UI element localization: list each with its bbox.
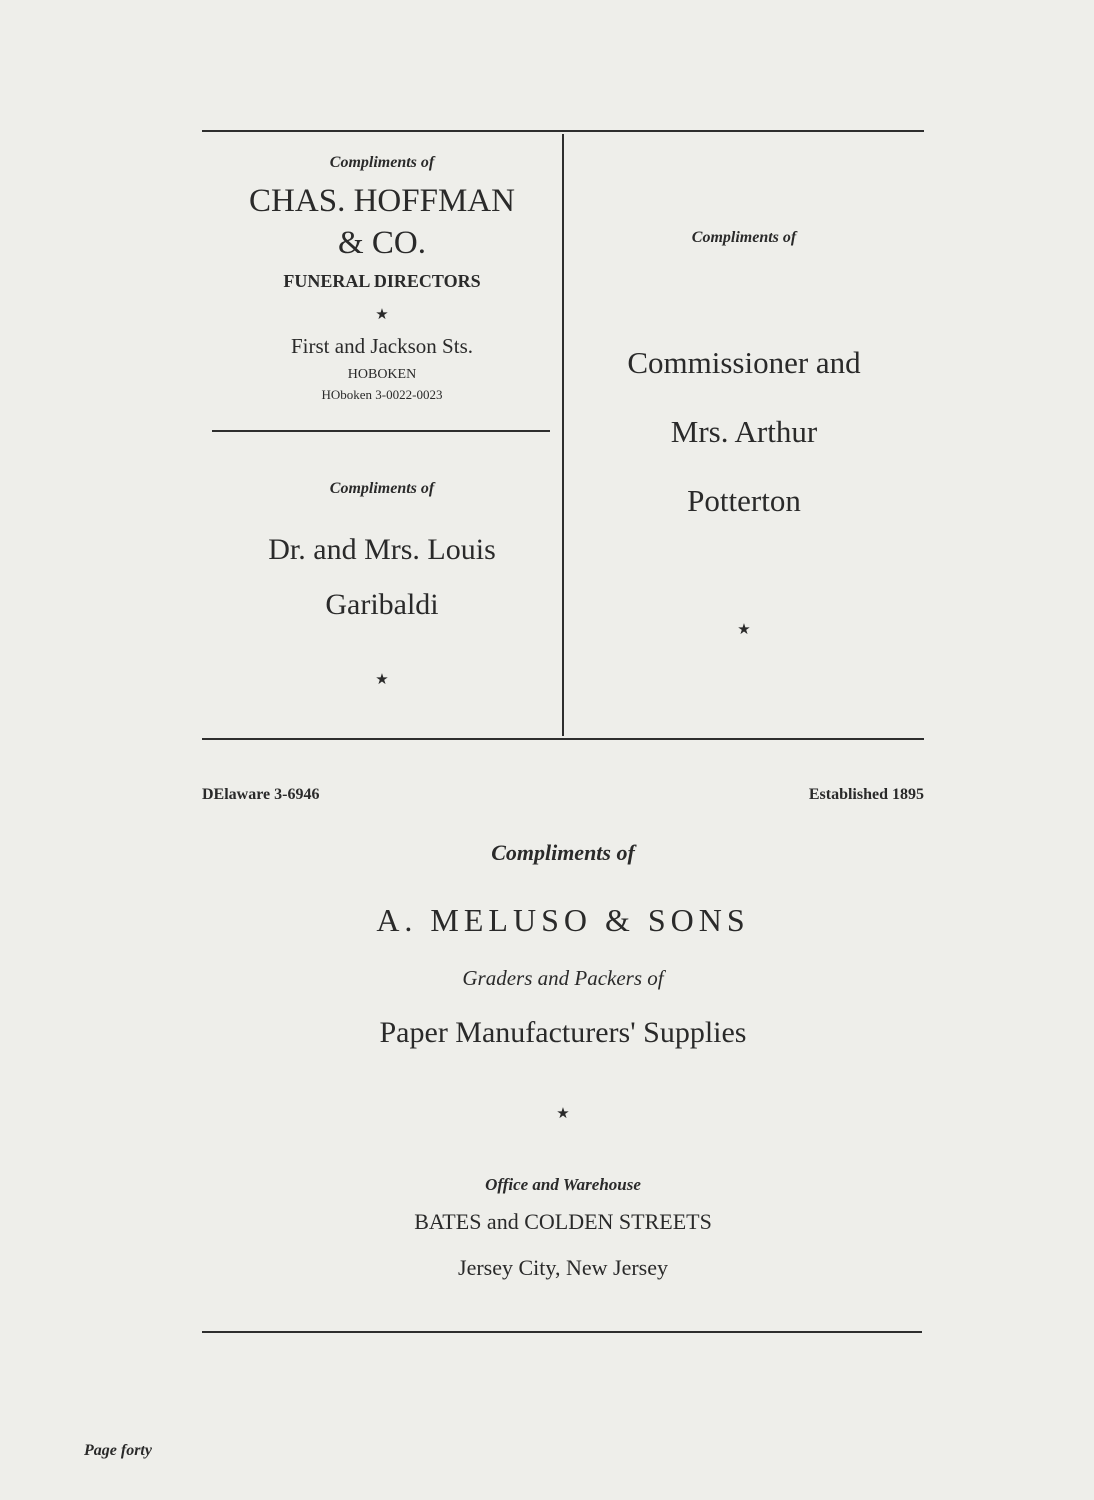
star-icon: ★ bbox=[375, 307, 389, 323]
company-name: A. MELUSO & SONS bbox=[376, 902, 750, 938]
phone-number: DElaware 3-6946 bbox=[202, 786, 320, 803]
patron-name: Commissioner and bbox=[627, 345, 861, 380]
street-address: First and Jackson Sts. bbox=[290, 334, 473, 358]
business-type: FUNERAL DIRECTORS bbox=[283, 271, 481, 291]
company-name: CHAS. HOFFMAN bbox=[249, 183, 515, 219]
compliments-label: Compliments of bbox=[691, 229, 797, 246]
star-icon: ★ bbox=[375, 672, 389, 688]
phone-number: HOboken 3-0022-0023 bbox=[321, 387, 443, 402]
company-name-suffix: & CO. bbox=[337, 225, 426, 261]
established-date: Established 1895 bbox=[808, 786, 924, 803]
street-address: BATES and COLDEN STREETS bbox=[414, 1209, 712, 1234]
city: HOBOKEN bbox=[347, 367, 417, 382]
star-icon: ★ bbox=[556, 1106, 570, 1122]
patron-surname: Potterton bbox=[687, 483, 801, 518]
city: Jersey City, New Jersey bbox=[458, 1255, 668, 1280]
company-tagline: Graders and Packers of bbox=[462, 966, 664, 990]
patron-surname: Garibaldi bbox=[325, 588, 439, 621]
compliments-label: Compliments of bbox=[329, 480, 435, 497]
product-line: Paper Manufacturers' Supplies bbox=[379, 1016, 747, 1049]
upper-block-bottom-rule bbox=[202, 738, 924, 740]
office-label: Office and Warehouse bbox=[485, 1175, 641, 1194]
page-number: Page forty bbox=[84, 1442, 152, 1459]
top-rule bbox=[202, 130, 924, 132]
compliments-label: Compliments of bbox=[491, 840, 635, 865]
patron-name: Dr. and Mrs. Louis bbox=[268, 533, 496, 566]
star-icon: ★ bbox=[737, 622, 751, 638]
column-divider bbox=[562, 134, 564, 736]
left-middle-rule bbox=[212, 430, 550, 432]
bottom-rule bbox=[202, 1331, 922, 1333]
patron-name-line2: Mrs. Arthur bbox=[670, 414, 818, 449]
compliments-label: Compliments of bbox=[329, 154, 435, 171]
